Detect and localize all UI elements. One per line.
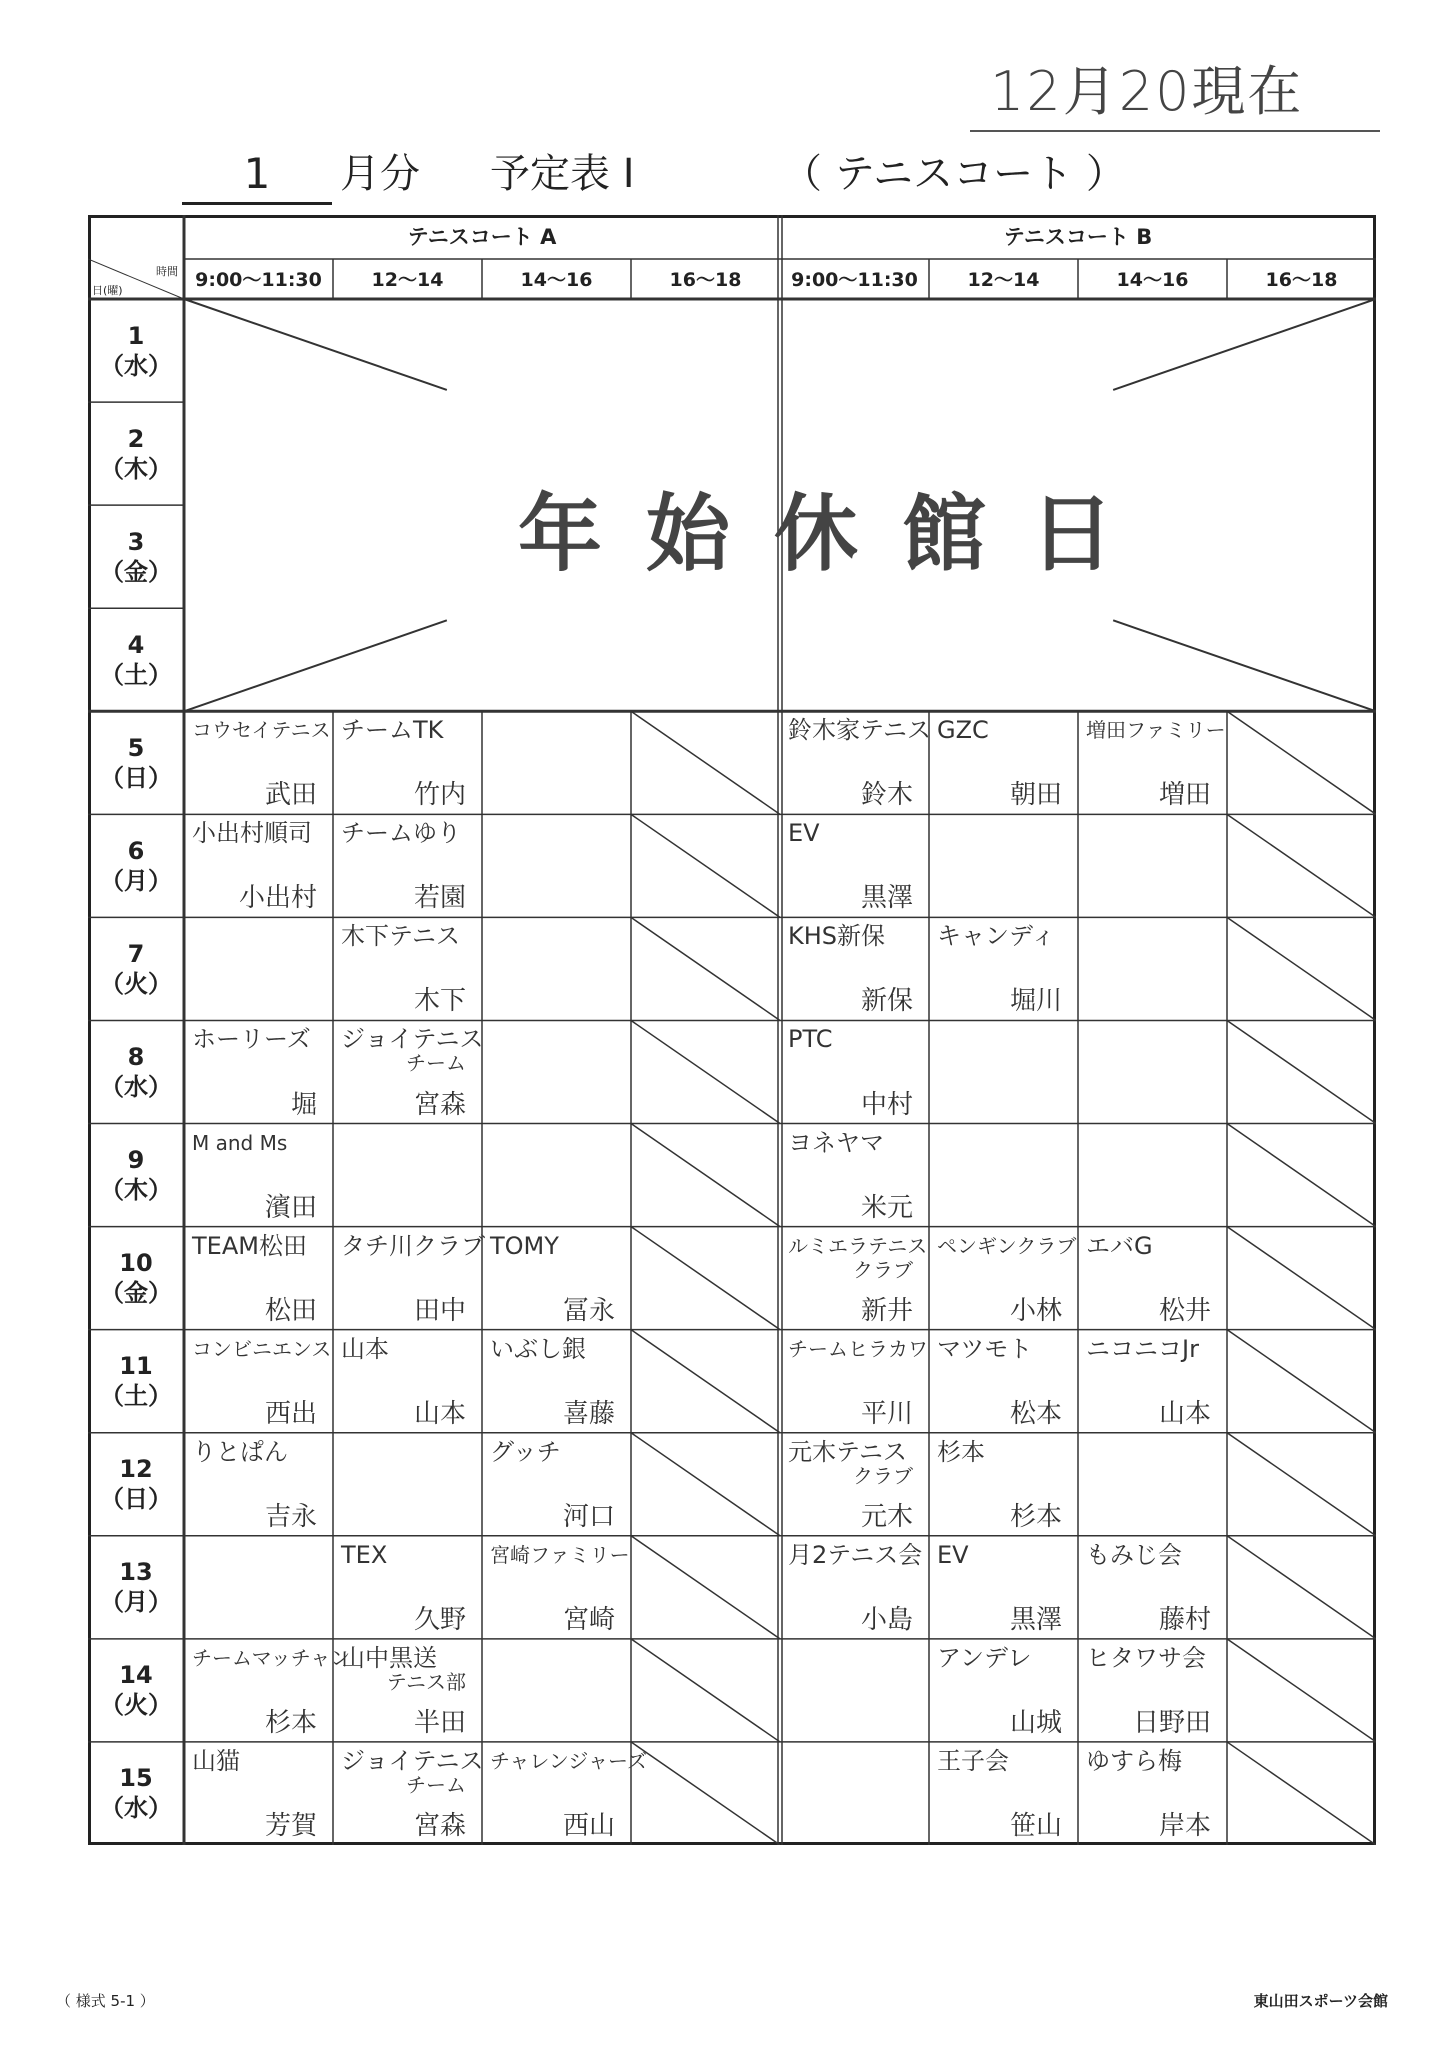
team-name: 鈴木家テニス	[788, 716, 932, 745]
unavailable-slot-diagonal	[1227, 1433, 1376, 1536]
reservation-cell	[184, 1124, 333, 1227]
representative-name: 堀川	[1009, 986, 1062, 1017]
representative-name: 笹山	[1009, 1810, 1062, 1841]
reservation-cell	[333, 1020, 482, 1123]
team-name: EV	[788, 819, 820, 848]
day-of-week: （火）	[100, 969, 172, 998]
reservation-cell	[780, 1433, 929, 1536]
reservation-cell	[184, 1433, 333, 1536]
closed-days-diagonal	[184, 620, 447, 711]
representative-name: 田中	[413, 1295, 466, 1326]
unavailable-slot-diagonal	[631, 1124, 780, 1227]
reservation-cell	[1078, 1227, 1227, 1330]
representative-name: 宮森	[413, 1089, 466, 1120]
team-name: グッチ	[490, 1437, 561, 1466]
representative-name: 芳賀	[264, 1810, 317, 1841]
day-label	[88, 836, 184, 896]
day-number: 10	[119, 1249, 153, 1278]
day-label	[88, 1248, 184, 1308]
reservation-cell	[780, 1227, 929, 1330]
day-label	[88, 424, 184, 484]
reservation-cell	[184, 814, 333, 917]
corner-day-label: 日(曜)	[92, 284, 123, 297]
representative-name: 宮森	[413, 1810, 466, 1841]
unavailable-slot-diagonal	[631, 1536, 780, 1639]
team-name: タチ川クラブ	[341, 1231, 485, 1260]
unavailable-slot-diagonal	[631, 1330, 780, 1433]
team-name-continued: クラブ	[853, 1257, 913, 1282]
representative-name: 日野田	[1132, 1707, 1211, 1738]
closed-days-diagonal	[184, 299, 447, 390]
representative-name: 中村	[860, 1089, 913, 1120]
reservation-cell	[333, 1536, 482, 1639]
representative-name: 平川	[860, 1398, 913, 1429]
representative-name: 岸本	[1158, 1810, 1211, 1841]
representative-name: 武田	[264, 780, 317, 811]
time-slot-header: 16～18	[1265, 269, 1338, 291]
as-of-date-text: 12月20現在	[990, 60, 1304, 123]
representative-name: 藤村	[1158, 1604, 1211, 1635]
time-slot-header: 9:00～11:30	[195, 269, 322, 291]
team-name: 増田ファミリー	[1086, 718, 1226, 743]
day-label	[88, 1557, 184, 1617]
unavailable-slot-diagonal	[1227, 1639, 1376, 1742]
closed-days-diagonal	[1113, 299, 1376, 390]
day-number: 1	[127, 321, 145, 350]
day-of-week: （水）	[100, 351, 172, 380]
day-label	[88, 1042, 184, 1102]
representative-name: 小林	[1009, 1295, 1062, 1326]
reservation-cell	[780, 1124, 929, 1227]
day-of-week: （金）	[100, 557, 172, 586]
team-name: ゆすら梅	[1086, 1746, 1182, 1775]
unavailable-slot-diagonal	[1227, 1124, 1376, 1227]
reservation-cell	[780, 1020, 929, 1123]
team-name: M and Ms	[192, 1130, 288, 1155]
court-header-a: テニスコート A	[407, 225, 557, 249]
representative-name: 増田	[1158, 780, 1211, 811]
facility-name: 東山田スポーツ会館	[1253, 1992, 1388, 2010]
reservation-cell	[184, 1020, 333, 1123]
team-name: 元木テニス	[788, 1437, 908, 1466]
day-label	[88, 321, 184, 381]
representative-name: 新保	[860, 986, 913, 1017]
unavailable-slot-diagonal	[1227, 1020, 1376, 1123]
time-slot-header: 14～16	[520, 269, 593, 291]
day-label	[88, 1351, 184, 1411]
reservation-cell	[1078, 711, 1227, 814]
title-month: 1	[182, 146, 332, 205]
team-name-continued: チーム	[406, 1772, 466, 1797]
team-name: 山本	[341, 1334, 389, 1363]
team-name-continued: テニス部	[386, 1669, 466, 1694]
day-number: 11	[119, 1352, 153, 1381]
representative-name: 米元	[860, 1192, 913, 1223]
team-name: KHS新保	[788, 922, 886, 951]
time-slot-header: 14～16	[1116, 269, 1189, 291]
reservation-cell	[780, 917, 929, 1020]
reservation-cell	[184, 711, 333, 814]
reservation-cell	[482, 1433, 631, 1536]
reservation-cell	[929, 1536, 1078, 1639]
page-title	[182, 146, 1132, 206]
representative-name: 若園	[413, 883, 466, 914]
unavailable-slot-diagonal	[631, 1742, 780, 1845]
reservation-cell	[780, 711, 932, 814]
day-number: 6	[127, 836, 145, 865]
unavailable-slot-diagonal	[631, 814, 780, 917]
representative-name: 堀	[290, 1089, 317, 1120]
day-of-week: （木）	[100, 1176, 172, 1205]
team-name: キャンディ	[937, 922, 1056, 951]
team-name: 山猫	[192, 1746, 240, 1775]
day-of-week: （土）	[100, 1382, 172, 1411]
time-slot-header: 12～14	[967, 269, 1040, 291]
corner-time-label: 時間	[156, 265, 178, 278]
day-number: 4	[127, 630, 145, 659]
team-name: ホーリーズ	[192, 1025, 311, 1054]
team-name: 杉本	[937, 1437, 985, 1466]
team-name: ヨネヤマ	[788, 1128, 884, 1157]
team-name: りとぱん	[192, 1437, 288, 1466]
unavailable-slot-diagonal	[1227, 1227, 1376, 1330]
title-schedule-label: 予定表 Ⅰ	[490, 151, 635, 197]
reservation-cell	[780, 814, 929, 917]
representative-name: 山本	[413, 1398, 466, 1429]
representative-name: 西山	[562, 1810, 615, 1841]
team-name: ヒタワサ会	[1086, 1643, 1206, 1672]
representative-name: 喜藤	[562, 1398, 615, 1429]
representative-name: 黒澤	[860, 883, 913, 914]
representative-name: 吉永	[264, 1501, 317, 1532]
team-name: ルミエラテニス	[788, 1233, 928, 1258]
team-name: GZC	[937, 716, 989, 745]
reservation-cell	[184, 1330, 333, 1433]
team-name: チームヒラカワ	[788, 1336, 928, 1361]
reservation-cell	[333, 814, 482, 917]
team-name: 木下テニス	[341, 922, 461, 951]
team-name: チームゆり	[341, 819, 461, 848]
reservation-cell	[482, 1742, 647, 1845]
representative-name: 宮崎	[562, 1604, 615, 1635]
representative-name: 松井	[1158, 1295, 1211, 1326]
team-name: チャレンジャーズ	[490, 1748, 647, 1773]
day-number: 15	[119, 1764, 153, 1793]
reservation-cell	[929, 1639, 1078, 1742]
day-label	[88, 939, 184, 999]
team-name: TEX	[341, 1540, 388, 1569]
representative-name: 冨永	[562, 1295, 615, 1326]
closed-days-diagonal	[1113, 620, 1376, 711]
day-of-week: （月）	[100, 1588, 172, 1617]
day-of-week: （土）	[100, 660, 172, 689]
unavailable-slot-diagonal	[631, 1020, 780, 1123]
reservation-cell	[482, 1536, 631, 1639]
court-header-b: テニスコート B	[1003, 225, 1153, 249]
reservation-cell	[482, 1227, 631, 1330]
reservation-cell	[184, 1227, 333, 1330]
reservation-cell	[1078, 1742, 1227, 1845]
team-name-continued: クラブ	[853, 1463, 913, 1488]
day-number: 2	[127, 424, 145, 453]
unavailable-slot-diagonal	[631, 1227, 780, 1330]
day-number: 13	[119, 1558, 153, 1587]
day-of-week: （金）	[100, 1279, 172, 1308]
reservation-cell	[184, 1639, 351, 1742]
team-name: いぶし銀	[490, 1334, 586, 1363]
representative-name: 黒澤	[1009, 1604, 1062, 1635]
team-name: 山中黒送	[341, 1643, 437, 1672]
team-name: ジョイテニス	[341, 1746, 484, 1775]
day-of-week: （日）	[100, 1485, 172, 1514]
team-name: コンビニエンス	[192, 1336, 332, 1361]
closed-days-label: 年始休館日	[517, 485, 1158, 583]
title-facility-type: （ テニスコート ）	[782, 151, 1126, 197]
representative-name: 杉本	[1009, 1501, 1062, 1532]
team-name: ニコニコJr	[1086, 1334, 1199, 1363]
schedule-table	[88, 215, 1376, 1845]
day-label	[88, 1660, 184, 1720]
day-label	[88, 1454, 184, 1514]
representative-name: 元木	[860, 1501, 913, 1532]
day-label	[88, 1145, 184, 1205]
unavailable-slot-diagonal	[1227, 1742, 1376, 1845]
unavailable-slot-diagonal	[1227, 1536, 1376, 1639]
representative-name: 松田	[264, 1295, 317, 1326]
team-name: 月2テニス会	[788, 1540, 923, 1569]
representative-name: 杉本	[264, 1707, 317, 1738]
unavailable-slot-diagonal	[631, 917, 780, 1020]
team-name: もみじ会	[1086, 1540, 1182, 1569]
representative-name: 河口	[562, 1501, 615, 1532]
reservation-cell	[929, 1330, 1078, 1433]
reservation-cell	[333, 1639, 482, 1742]
day-of-week: （木）	[100, 454, 172, 483]
unavailable-slot-diagonal	[1227, 814, 1376, 917]
reservation-cell	[333, 711, 482, 814]
reservation-cell	[333, 1330, 482, 1433]
team-name: アンデレ	[937, 1643, 1032, 1672]
day-of-week: （日）	[100, 763, 172, 792]
representative-name: 新井	[860, 1295, 913, 1326]
team-name: TOMY	[490, 1231, 559, 1260]
day-number: 3	[127, 527, 145, 556]
representative-name: 西出	[264, 1398, 317, 1429]
team-name: ジョイテニス	[341, 1025, 484, 1054]
day-label	[88, 1763, 184, 1823]
representative-name: 小出村	[238, 883, 317, 914]
reservation-cell	[333, 917, 482, 1020]
reservation-cell	[929, 711, 1078, 814]
reservation-cell	[780, 1536, 929, 1639]
reservation-cell	[1078, 1639, 1227, 1742]
reservation-cell	[333, 1742, 482, 1845]
as-of-date-stamp	[970, 62, 1380, 132]
form-number: （ 様式 5-1 ）	[56, 1992, 155, 2010]
team-name: 王子会	[937, 1746, 1009, 1775]
team-name: チームマッチャン	[192, 1645, 351, 1670]
unavailable-slot-diagonal	[1227, 711, 1376, 814]
representative-name: 竹内	[413, 780, 466, 811]
representative-name: 山本	[1158, 1398, 1211, 1429]
representative-name: 濱田	[264, 1192, 317, 1223]
reservation-cell	[929, 1742, 1078, 1845]
team-name: 宮崎ファミリー	[490, 1542, 630, 1567]
team-name: TEAM松田	[192, 1231, 307, 1260]
reservation-cell	[780, 1330, 929, 1433]
day-number: 14	[119, 1661, 153, 1690]
team-name: コウセイテニス	[192, 718, 331, 743]
day-number: 7	[127, 939, 145, 968]
representative-name: 鈴木	[860, 780, 913, 811]
team-name-continued: チーム	[406, 1051, 466, 1076]
team-name: 小出村順司	[192, 819, 312, 848]
reservation-cell	[929, 917, 1078, 1020]
day-number: 9	[127, 1146, 145, 1175]
time-slot-header: 9:00～11:30	[791, 269, 918, 291]
time-slot-header: 16～18	[669, 269, 742, 291]
reservation-cell	[929, 1227, 1078, 1330]
unavailable-slot-diagonal	[631, 1639, 780, 1742]
team-name: EV	[937, 1540, 969, 1569]
reservation-cell	[929, 1433, 1078, 1536]
reservation-cell	[333, 1227, 485, 1330]
team-name: チームTK	[341, 716, 444, 745]
team-name: マツモト	[937, 1334, 1033, 1363]
representative-name: 木下	[413, 986, 466, 1017]
day-of-week: （水）	[100, 1794, 172, 1823]
representative-name: 山城	[1009, 1707, 1062, 1738]
reservation-cell	[184, 1742, 333, 1845]
representative-name: 松本	[1009, 1398, 1062, 1429]
team-name: エバG	[1086, 1231, 1153, 1260]
day-of-week: （月）	[100, 866, 172, 895]
representative-name: 久野	[413, 1604, 466, 1635]
representative-name: 小島	[860, 1604, 913, 1635]
day-label	[88, 630, 184, 690]
reservation-cell	[1078, 1330, 1227, 1433]
time-slot-header: 12～14	[371, 269, 444, 291]
unavailable-slot-diagonal	[631, 711, 780, 814]
unavailable-slot-diagonal	[1227, 917, 1376, 1020]
unavailable-slot-diagonal	[631, 1433, 780, 1536]
team-name: PTC	[788, 1025, 833, 1054]
day-number: 8	[127, 1043, 145, 1071]
unavailable-slot-diagonal	[1227, 1330, 1376, 1433]
day-label	[88, 733, 184, 793]
team-name: ペンギンクラブ	[937, 1233, 1077, 1258]
day-of-week: （水）	[100, 1073, 172, 1101]
day-number: 5	[127, 733, 145, 762]
representative-name: 朝田	[1009, 780, 1062, 811]
day-label	[88, 527, 184, 587]
day-of-week: （火）	[100, 1691, 172, 1720]
title-month-suffix: 月分	[340, 151, 420, 197]
reservation-cell	[482, 1330, 631, 1433]
reservation-cell	[1078, 1536, 1227, 1639]
day-number: 12	[119, 1455, 153, 1484]
representative-name: 半田	[413, 1707, 466, 1738]
